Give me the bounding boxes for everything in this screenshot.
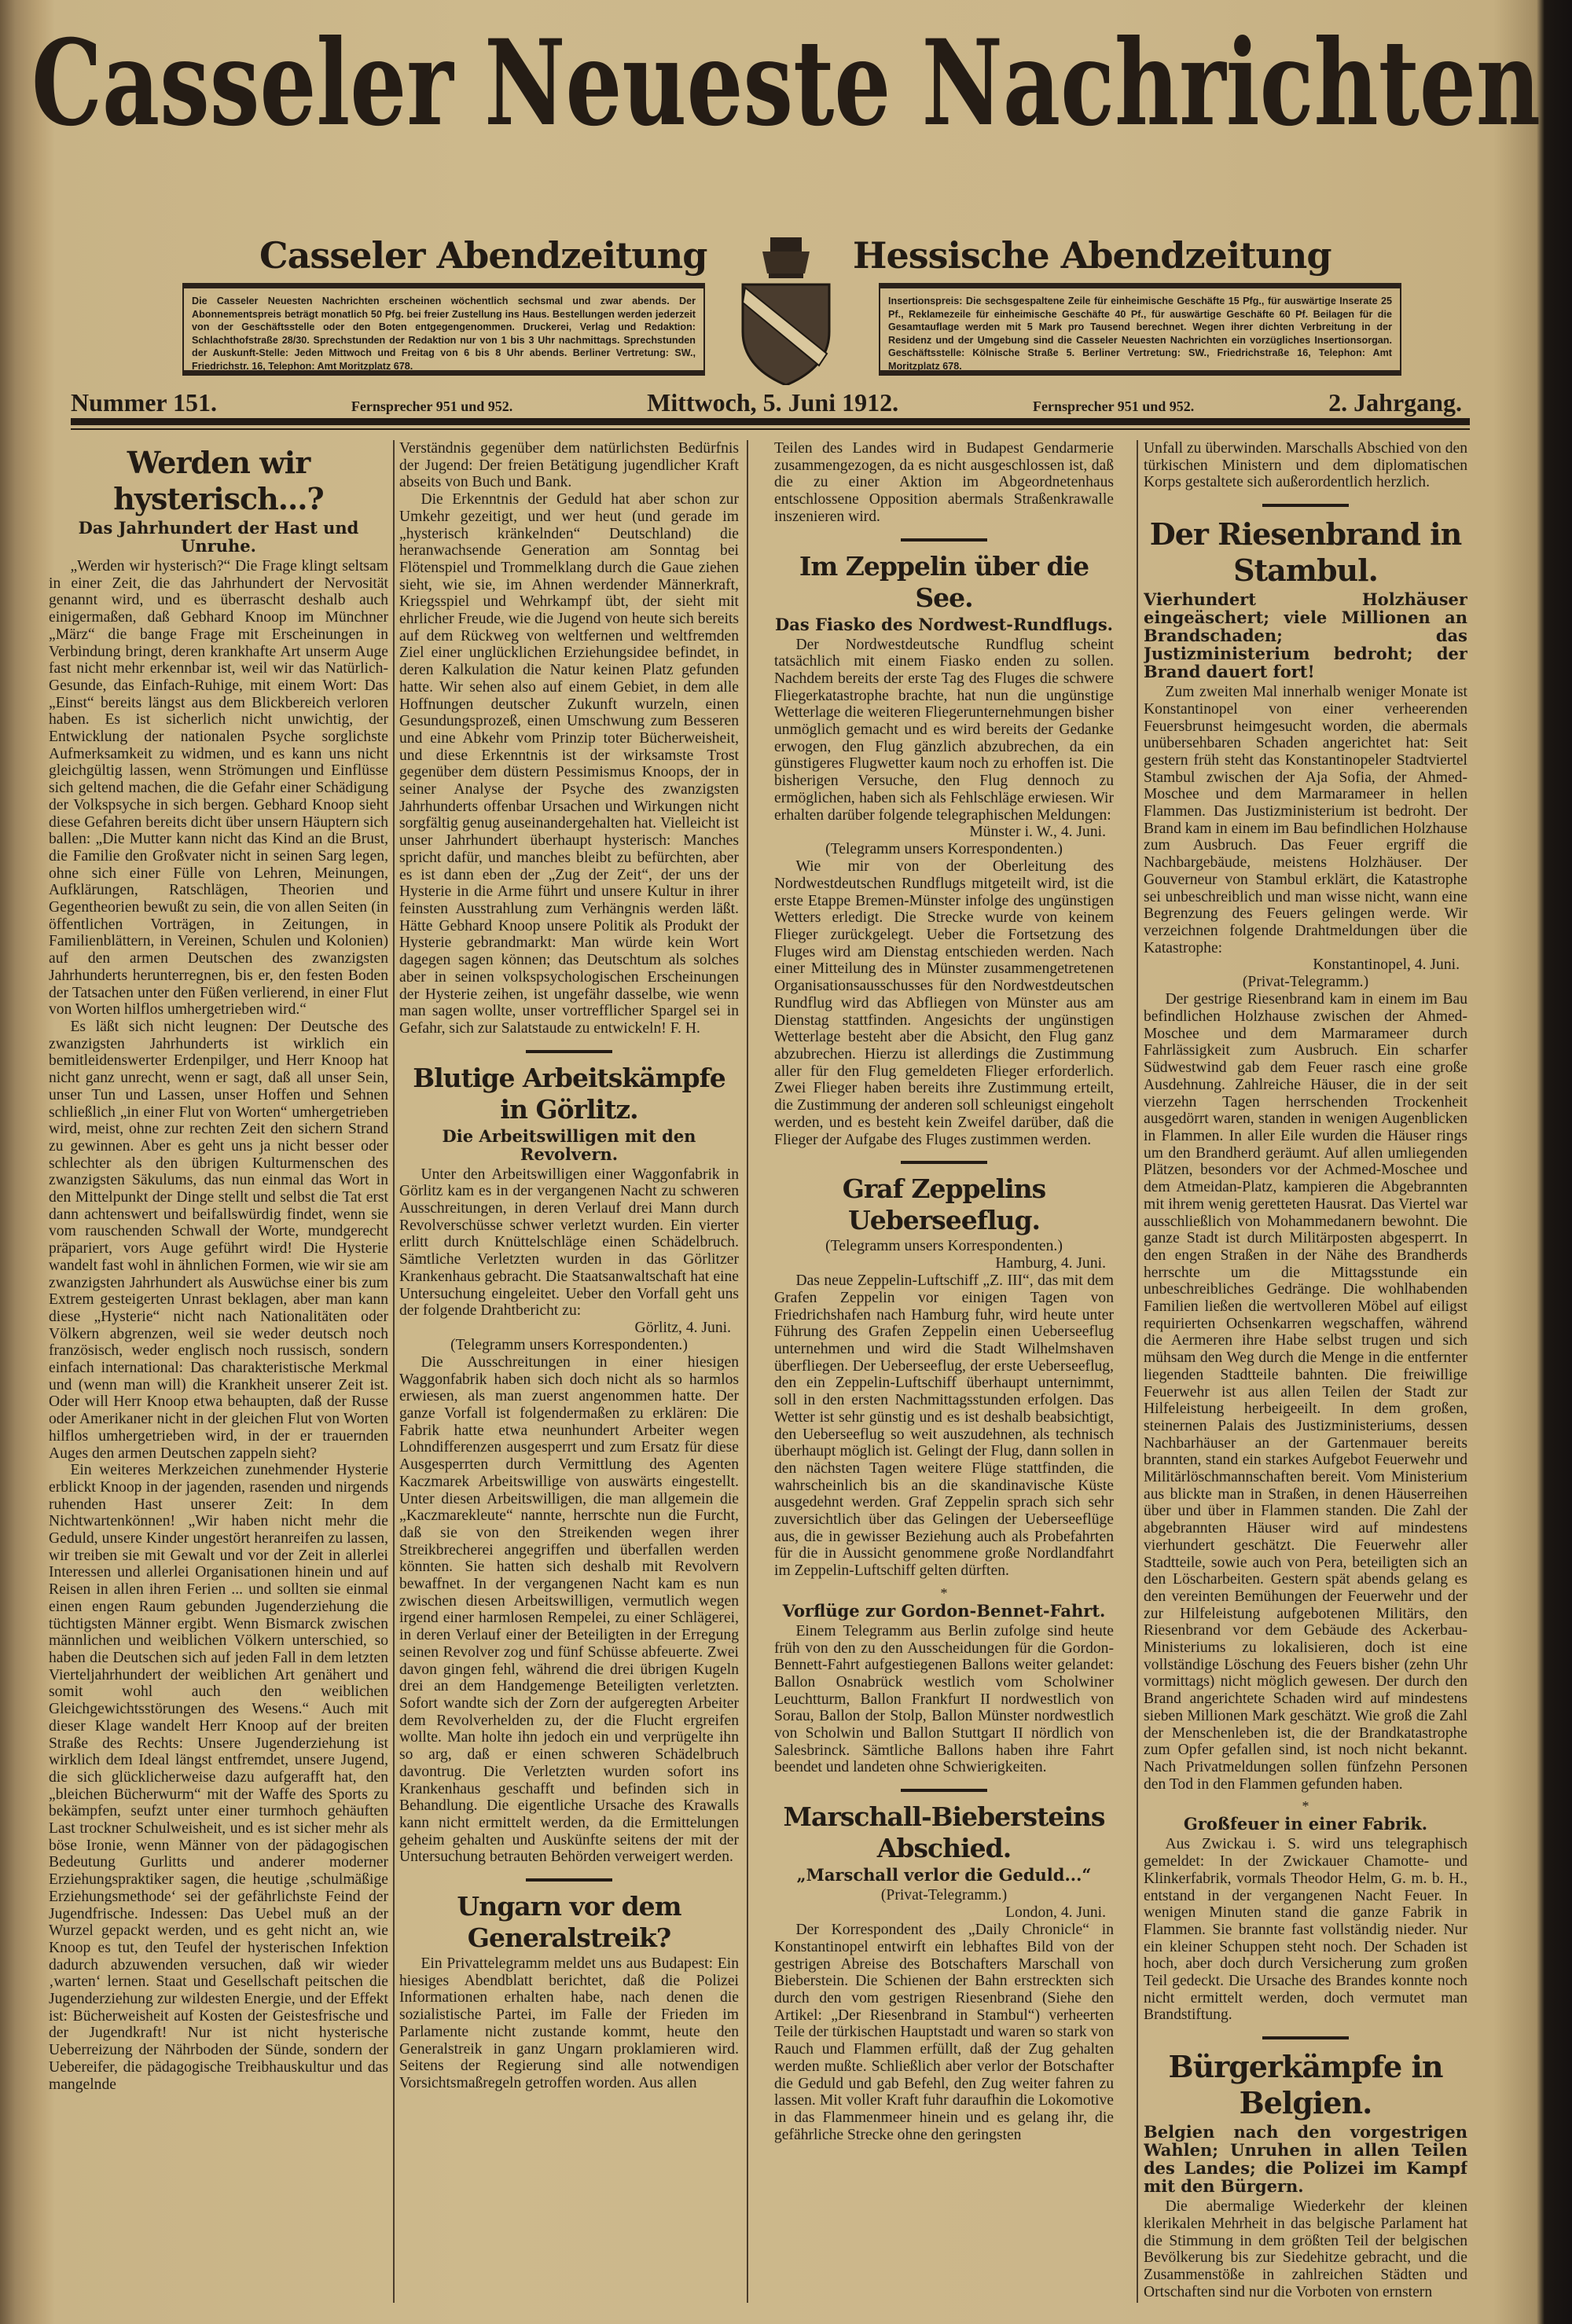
source-note: (Privat-Telegramm.)	[1242, 974, 1369, 991]
coat-of-arms-icon	[731, 236, 841, 385]
article-title: Graf Zeppelins Ueberseeflug.	[842, 1173, 1046, 1236]
article-title: Blutige Arbeitskämpfe in Görlitz.	[413, 1062, 725, 1125]
paragraph: Zum zweiten Mal innerhalb weniger Monate ist Konstantinopel von einer verheerenden Feuersbrunst heimgesucht worden, die abermals unübersehbaren Schaden angerichtet hat: Seit gestern früh steht das Konstantinopeler Stadtviertel Stambul zwischen der Aja Sofia, der Ahmed-Moschee und dem Marmarameer in hellen Flammen. Das Justizministerium ist bedroht. Der Brand kam in einem im Bau befindlichen Holzhause zum Ausbruch. Das Feuer ergriff die Nachbargebäude, meistens Holzhäuser. Der Gouverneur von Stambul erklärt, die Katastrophe sei unbeschreiblich und man wisse nicht, wann eine Begrenzung des Feuers gelingen werde. Wir verzeichnen folgende Drahtmeldungen über die Katastrophe:	[1144, 684, 1467, 956]
article-subtitle: Vierhundert Holzhäuser eingeäschert; viele Millionen an Brandschaden; das Justizministerium bedroht; der Brand dauert fort!	[1144, 589, 1467, 682]
paragraph: Aus Zwickau i. S. wird uns telegraphisch gemeldet: In der Zwickauer Chamotte- und Klinkerfabrik, vormals Theodor Helm, G. m. b. H., entstand in der vergangenen Nacht Feuer. In wenigen Minuten stand die ganze Fabrik in Flammen. Sie brannte fast vollständig nieder. Nur ein kleiner Schuppen steht noch. Der Schaden ist hoch, aber doch durch Versicherung zum großen Teil gedeckt. Die Ursache des Brandes konnte noch nicht ermittelt werden, doch vermutet man Brandstiftung.	[1144, 1836, 1467, 2024]
dateline-place: Münster i. W., 4. Juni.	[969, 824, 1106, 841]
volume: 2. Jahrgang.	[1328, 388, 1462, 417]
separator-rule	[526, 1050, 612, 1053]
dateline	[71, 388, 1462, 417]
article-subtitle: Großfeuer in einer Fabrik.	[1183, 1814, 1428, 1834]
paragraph: Der gestrige Riesenbrand kam in einem im Bau befindlichen Holzhause zwischen der Ahmed-Moschee und dem Marmarameer durch Fahrlässigkeit zum Ausbruch. Ein scharfer Südwestwind gab dem Feuer rasch eine große Ausdehnung. Zahlreiche Häuser, die in der seit vierzehn Tagen herrschenden Trockenheit ausgedörrt waren, standen in wenigen Augenblicken in Flammen. In aller Eile wurden die Häuser rings um den Brandherd geräumt. Auf allen umliegenden Plätzen, besonders vor der Achmed-Moschee und dem Atmeidan-Platz, kampieren die Abgebrannten mit ihrem wenig geretteten Hausrat. Das Viertel war ausschließlich von Mohammedanern bewohnt. Die ganze Stadt ist durch Militärposten abgesperrt. In den engen Straßen in der Nähe des Brandherds herrschte um die Mittagsstunde ein unbeschreibliches Gedränge. Die wohlhabenden Familien ließen die wertvolleren Möbel auf eiligst requirierten Ochsenkarren wegschaffen, während die Aermeren ihre Habe selbst trugen und sich mühsam den Weg durch die Menge in die entfernter liegenden Stadtteile bahnten. Die freiwillige Feuerwehr ist aus allen Teilen der Stadt zur Hilfeleistung herbeigeeilt. In dem großen, steinernen Palais des Justizministeriums, dessen Nachbarhäuser an der Gartenmauer bereits brannten, stand ein starkes Aufgebot Feuerwehr und Militärlöschmannschaften bereit. Vom Ministerium aus blickte man in Straßen, in denen Häuserreihen über und über in Flammen standen. Die Zahl der abgebrannten Häuser wird auf mindestens vierhundert geschätzt. Die Feuerwehr aller Stadtteile, sowie auch von Pera, beteiligten sich an den Löscharbeiten. Gestern spät abends gelang es den vereinten Bemühungen der Feuerwehr und der zur Hilfeleistung aufgebotenen Militärs, den Riesenbrand vor dem Gebäude des Ackerbau-Ministeriums zu lokalisieren, doch ist eine vollständige Löschung des Feuers bisher (zehn Uhr vormittags) nicht möglich gewesen. Der durch den Brand angerichtete Schaden wird auf mindestens sieben Millionen Mark geschätzt. Wie groß die Zahl der Menschenleben ist, die der Brandkatastrophe zum Opfer gefallen sind, ist noch nicht bekannt. Nach Privatmeldungen sollen fünfzehn Personen den Tod in den Flammen gefunden haben.	[1144, 991, 1467, 1793]
article-subtitle: Das Fiasko des Nordwest-Rundflugs.	[775, 614, 1113, 634]
article-subtitle: Vorflüge zur Gordon-Bennet-Fahrt.	[782, 1600, 1106, 1621]
svg-text:Casseler Neueste Nachrichten: Casseler Neueste Nachrichten	[31, 14, 1541, 148]
header-rule-thin	[71, 428, 1470, 430]
phone-right: Fernsprecher 951 und 952.	[1032, 398, 1195, 414]
masthead-title	[31, 14, 1541, 148]
separator-star: *	[940, 1584, 948, 1601]
article-title: Marschall-Biebersteins Abschied.	[783, 1801, 1105, 1864]
paragraph: Teilen des Landes wird in Budapest Gendarmerie zusammengezogen, da es nicht ausgeschlossen ist, daß die zu einer Aktion im Abgeordnetenhaus entschlossene Opposition abermals Straßenkrawalle inszenieren wird.	[774, 440, 1114, 525]
separator-rule	[901, 1789, 987, 1792]
paragraph: Verständnis gegenüber dem natürlichsten Bedürfnis der Jugend: Der freien Betätigung jugendlicher Kraft abseits von Buch und Bank.	[399, 440, 739, 491]
paragraph: Das neue Zeppelin-Luftschiff „Z. III“, das mit dem Grafen Zeppelin vor einigen Tagen von Friedrichshafen nach Hamburg fuhr, wird heute unter Führung des Grafen Zeppelin einen Ueberseeflug unternehmen und wird die Stadt Wilhelmshaven überfliegen. Der Ueberseeflug, der erste Ueberseeflug, den ein Zeppelin-Luftschiff überhaupt unternimmt, soll in den ersten Nachmittagsstunden erfolgen. Das Wetter ist sehr günstig und es ist deshalb beabsichtigt, den Ueberseeflug so weit auszudehnen, als technisch überhaupt möglich ist. Gelingt der Flug, dann sollen in den nächsten Tagen weitere Flüge stattfinden, die wahrscheinlich bis an die skandinavische Küste ausgedehnt werden. Graf Zeppelin sprach sich sehr zuversichtlich über das Gelingen der Ueberseeflüge aus, die in gewisser Beziehung auch als Probefahrten für die in Aussicht genommene große Nordlandfahrt im Zeppelin-Luftschiff gelten dürften.	[774, 1272, 1114, 1580]
column-divider	[1137, 440, 1138, 2303]
article-title: Bürgerkämpfe in Belgien.	[1168, 2049, 1443, 2121]
paragraph: Ein Privattelegramm meldet uns aus Budapest: Ein hiesiges Abendblatt berichtet, daß die Polizei Informationen erhalten habe, nach denen die sozialistische Partei, im Falle der Frieden im Parlamente nicht zustande kommt, heute den Generalstreik in ganz Ungarn proklamieren wird. Seitens der Regierung sind alle notwendigen Vorsichtsmaßregeln getroffen worden. Aus allen	[399, 1955, 739, 2091]
column-4	[1144, 440, 1467, 2311]
paragraph: „Werden wir hysterisch?“ Die Frage klingt seltsam in einer Zeit, die das Jahrhundert der Nervosität genannt wird, und es überrascht deshalb auch einigermaßen, daß Gebhard Knoop im Münchner „März“ die bange Frage mit Erscheinungen in Verbindung bringt, deren krankhafte Art unserm Auge fast nicht mehr erkennbar ist, weil wir das Natürlich-Gesunde, das Einfach-Ruhige, mit einem Wort: Das „Einst“ bereits längst aus dem Blickbereich verloren haben. Es ist sicherlich nicht unwichtig, der Entwicklung der nationalen Psyche sorglichste Aufmerksamkeit zu widmen, und es kann uns nicht gleichgültig lassen, wenn Strömungen und Einflüsse sich geltend machen, die die Gefahr einer Schädigung der Volkspsyche in sich bergen. Gebhard Knoop sieht diese Gefahren bereits dicht über unsern Häuptern sich ballen: „Die Mutter kann nicht das Kind an die Brust, die Familie den Großvater nicht in seinen Sarg legen, ohne sich einer Fülle von Lehren, Meinungen, Aufklärungen, Ratschlägen, Theorien und Gegentheorien bewußt zu sein, die von allen Seiten (in öffentlichen Vorträgen, in Zeitungen, in Familienblättern, in Vereinen, Schulen und Kolonien) auf den armen Deutschen des zwanzigsten Jahrhunderts herunterregnen, bis er, den festen Boden der Tatsachen unter den Füßen verlierend, in einer Flut von Worten hilflos umhergetrieben wird.“	[49, 558, 388, 1019]
column-divider	[747, 440, 748, 2303]
paragraph: Es läßt sich nicht leugnen: Der Deutsche des zwanzigsten Jahrhunderts ist wirklich ein bemitleidenswerter Erdenpilger, und Herr Knoop hat nicht ganz unrecht, wenn er sagt, daß all unser Sein, unser Tun und Lassen, unser Hoffen und Sehnen schließlich „in einer Flut von Worten“ umhergetrieben wird, meist, ohne zur rechten Zeit den sichern Strand zu gewinnen. Aber es geht uns ja nicht besser oder schlechter als den übrigen Kulturmenschen des zwanzigsten Säkulums, das nun einmal das Wort in den Mittelpunkt der Dinge stellt und selbst die Tat erst dann achtenswert und beifallswürdig findet, wenn sie vom rauschenden Schwall der Worte, mundgerecht präpariert, vors Auge geführt wird! Die Hysterie wandelt fast wohl in ähnlichen Formen, wie wir sie am zwanzigsten Jahrhundert als Auswüchse einer bis zum Extrem gesteigerten Unrast beklagen, aber man kann diese „Hysterie“ nicht nach Nationalitäten oder Völkern abgrenzen, weil sie weder deutsch noch französisch, weder englisch noch russisch, sondern einfach international: Das charakteristische Merkmal und (wenn man will) die Krankheit unserer Zeit ist. Oder will Herr Knoop etwa behaupten, daß der Russe oder Amerikaner nicht in der gleichen Flut von Worten hilflos umhergetrieben wird, in der er trauernden Auges den armen Deutschen zappeln sieht?	[49, 1018, 388, 1462]
issue-date: Mittwoch, 5. Juni 1912.	[647, 388, 899, 417]
paragraph: Die Ausschreitungen in einer hiesigen Waggonfabrik haben sich doch nicht als so harmlos erwiesen, als man zuerst angenommen hatte. Der ganze Vorfall ist folgendermaßen zu erklären: Die Fabrik hatte etwa neunhundert Arbeiter wegen Lohndifferenzen ausgesperrt und zum Ersatz für diese Ausgesperrten durch Vermittlung des Agenten Kaczmarek Arbeitswillige von auswärts eingestellt. Unter diesen Arbeitswilligen, die man allgemein die „Kaczmarekleute“ nannte, herrschte nun die Furcht, daß sie von den Streikenden wegen ihrer Streikbrecherei angegriffen und überfallen werden könnten. Sie hatten sich deshalb mit Revolvern bewaffnet. In der vergangenen Nacht kam es nun zwischen diesen Arbeitswilligen, vermutlich wegen irgend einer harmlosen Rempelei, zu einer Schlägerei, in deren Verlauf einer der Beteiligten in der Erregung seinen Revolver zog und fünf Schüsse abfeuerte. Zwei davon gingen fehl, während die drei übrigen Kugeln drei an dem Handgemenge Beteiligten verletzten. Sofort wandte sich der Zorn der aufgeregten Arbeiter dem Revolverhelden zu, der die Flucht ergreifen wollte. Man holte ihn jedoch ein und verprügelte ihn so arg, daß er einen schweren Schädelbruch davontrug. Die Verletzten wurden sofort ins Krankenhaus geschafft und befinden sich in Behandlung. Die eigentliche Ursache des Krawalls kann nicht ermittelt werden, da die Ermittelungen geheim gehalten und Auskünfte seitens der mit der Untersuchung betrauten Behörden verweigert werden.	[399, 1353, 739, 1866]
subtitle-right: Hessische Abendzeitung	[853, 234, 1331, 277]
paragraph: Der Nordwestdeutsche Rundflug scheint tatsächlich mit einem Fiasko enden zu sollen. Nachdem bereits der erste Tag des Fluges die schwere Fliegerkatastrophe brachte, hat nun die ungünstige Wetterlage die weiteren Fliegerunternehmungen bisher unmöglich gemacht und es wird bereits der Gedanke erwogen, den Flug gänzlich abzubrechen, da ein günstigeres Flugwetter kaum noch zu erhoffen ist. Die bisherigen Versuche, den Flug dennoch zu ermöglichen, haben sich als Fehlschläge erwiesen. Wir erhalten darüber folgende telegraphischen Meldungen:	[774, 636, 1114, 824]
source-note: (Telegramm unsers Korrespondenten.)	[825, 1238, 1063, 1255]
paragraph: Der Korrespondent des „Daily Chronicle“ in Konstantinopel entwirft ein lebhaftes Bild von der gestrigen Abreise des Botschafters Marschall von Bieberstein. Die Schienen der Bahn erstreckten sich durch den vom gestrigen Riesenbrand (Siehe den Artikel: „Der Riesenbrand in Stambul“) verheerten Teile der türkischen Hauptstadt und waren so stark von Rauch und Flammen erfüllt, daß der Zug gehalten werden mußte. Schließlich aber verlor der Botschafter die Geduld und gab Befehl, den Zug weiter fahren zu lassen. Mit voller Kraft fuhr daraufhin die Lokomotive in das Flammenmeer hinein und es gelang ihr, die gefährliche Strecke ohne den geringsten	[774, 1922, 1114, 2143]
issue-number: Nummer 151.	[71, 388, 218, 417]
article-title: Im Zeppelin über die See.	[799, 550, 1089, 613]
article-subtitle: Die Arbeitswilligen mit den Revolvern.	[442, 1125, 696, 1164]
article-subtitle: Das Jahrhundert der Hast und Unruhe.	[78, 518, 359, 556]
article-title: Werden wir hysterisch...?	[113, 445, 324, 516]
dateline-place: Hamburg, 4. Juni.	[995, 1255, 1106, 1272]
paragraph: Unfall zu überwinden. Marschalls Abschied von den türkischen Ministern und dem diplomatischen Korps gestaltete sich außerordentlich herzlich.	[1144, 440, 1467, 491]
dateline-place: London, 4. Juni.	[1005, 1904, 1106, 1922]
article-subtitle: „Marschall verlor die Geduld...“	[796, 1865, 1092, 1885]
subtitle-left: Casseler Abendzeitung	[259, 234, 707, 277]
separator-star: *	[1302, 1798, 1309, 1815]
phone-left: Fernsprecher 951 und 952.	[351, 398, 513, 414]
paragraph: Wie mir von der Oberleitung des Nordwestdeutschen Rundflugs mitgeteilt wird, ist die erste Etappe Bremen-Münster infolge des ungünstigen Wetters erledigt. Die Strecke wurde von keinem Flieger zurückgelegt. Ueber die Fortsetzung des Fluges wird am Dienstag entschieden werden. Nach einer Mitteilung des in Münster zusammengetretenen Organisationsausschusses für den Nordwestdeutschen Rundflug wird das Abfliegen von Münster aus am Dienstag stattfinden. Angesichts der ungünstigen Wetterlage besteht aber die Absicht, den Flug ganz abzubrechen. Hierzu ist allerdings die Zustimmung aller für den Flug gemeldeten Flieger erforderlich. Zwei Flieger haben bereits ihre Zustimmung erteilt, die Zustimmung der anderen soll schleunigst eingeholt werden, und es besteht kein Zweifel darüber, daß die Flieger der Aufgabe des Fluges zustimmen werden.	[774, 858, 1114, 1148]
paragraph: Ein weiteres Merkzeichen zunehmender Hysterie erblickt Knoop in der jagenden, rasenden und nirgends ruhenden Hast unserer Zeit: In dem Nichtwartenkönnen! „Wir haben nicht mehr die Geduld, unsere Kinder ungestört heranreifen zu lassen, wir treiben sie mit Gewalt und vor der Zeit in allerlei Interessen und allerlei Organisationen hinein und auf Reisen in allen ihren Ferien ... und sollten sie einmal einen engen Raum gebunden Jugenderziehung die tüchtigsten Männer ergibt. Wenn Bismarck zwischen männlichen und weiblichen Völkern unterschied, so haben die Deutschen sich auf jeden Fall in dem letzten Vierteljahrhundert der weiblichen Art genähert und somit wohl auch den weiblichen Gleichgewichtsstörungen des Wesens.“ Auch mit dieser Klage wandelt Herr Knoop auf der breiten Straße des Rechts: Unsere Jugenderziehung ist wirklich dem Ideal längst entfremdet, unsere Jugend, die sich glücklicherweise dazu aufgerafft hat, den „bleichen Bücherwurm“ mit der Waffe des Sports zu bekämpfen, seufzt unter einer turmhoch gehäuften Last trockner Schulweisheit, und es ist sicher mehr als böse Ironie, wenn Männer von der pädagogischen Bedeutung Gurlitts und anderer moderner Erziehungspraktiker sagen, die heutige ‚schulmäßige Erziehungsmethode‘ sei der gefährlichste Feind der Jugendfrische. Indessen: Das Uebel muß an der Wurzel gepackt werden, und es geht nicht an, wie Knoop es tut, den Teufel der hysterischen Infektion dadurch abzuwenden versuchen, daß wir wieder ‚warten‘ lernen. Staat und Gesellschaft peitschen die Jugenderziehung zur wildesten Energie, und der Effekt ist: Bücherweisheit auf Kosten der Geistesfrische und der Jugendkraft! Nur ist nicht hysterische Ueberreizung der Nährboden der Sünde, sondern der Uebereifer, die pädagogische Treibhauskultur und das mangelnde	[49, 1462, 388, 2093]
dateline-place: Konstantinopel, 4. Juni.	[1313, 956, 1460, 974]
column-3	[774, 440, 1114, 2311]
dateline-place: Görlitz, 4. Juni.	[634, 1319, 731, 1336]
separator-rule	[1262, 504, 1349, 507]
separator-rule	[1262, 2036, 1349, 2039]
article-title: Der Riesenbrand in Stambul.	[1149, 516, 1462, 589]
separator-rule	[526, 1878, 612, 1882]
subscription-info-box: Die Casseler Neuesten Nachrichten erscheinen wöchentlich sechsmal und zwar abends. Der Abonnementspreis beträgt monatlich 50 Pfg. bei freier Zustellung ins Haus. Bestellungen werden jederzeit von der Geschäftsstelle oder den Boten entgegengenommen. Druckerei, Verlag und Redaktion: Schlachthofstraße 28/30. Sprechstunden der Redaktion nur von 1 bis 3 Uhr nachmittags. Sprechstunden der Auskunft-Stelle: Jeden Mittwoch und Freitag von 6 bis 8 Uhr abends. Berliner Vertretung: SW., Friedrichstr. 16, Telephon: Amt Moritzplatz 678.	[182, 283, 705, 376]
separator-rule	[901, 538, 987, 542]
paragraph: Die Erkenntnis der Geduld hat aber schon zur Umkehr gezeitigt, und wer heut (und gerade im „hysterisch kränkelnden“ Deutschland) die heranwachsende Generation am Sonntag bei Flötenspiel und Trommelklang durch die Gaue ziehen sieht, wie sie, im Ahnen werdender Männerkraft, Kriegsspiel und Wehrkampf übt, der sieht mit ehrlicher Freude, wie die Jugend von heute sich bereits auf dem Rückweg von weltfernen und weltfremden Ziel einer unglücklichen Erziehungsidee befindet, in deren Kalkulation die Natur keinen Platz gefunden hatte. Wir sehen also auf einem Gebiet, in dem alle Hoffnungen deutscher Zukunft wurzeln, einen Gesundungsprozeß, einen Umschwung zum Besseren und eine Abkehr vom Prinzip toter Bücherweisheit, und diese Erkenntnis ist der wirksamste Trost gegenüber dem düstern Pessimismus Knoops, der in seiner Analyse der Psyche des zwanzigsten Jahrhunderts offenbar Ursachen und Wirkungen nicht sorgfältig genug auseinandergehalten hat. Vielleicht ist unser Jahrhundert überhaupt hysterisch: Manches spricht dafür, und manches bleibt zu befürchten, aber es ist dann eben der „Zug der Zeit“, der uns der Hysterie in die Arme führt und unsere Kultur in ihrer feinsten Ausstrahlung zum Verhängnis werden läßt. Hätte Gebhard Knoop unsere Politik als Produkt der Hysterie gebrandmarkt: Man würde kein Wort dagegen sagen können; das Deutschtum als solches aber in seinen volkspsychologischen Erscheinungen der Hysterie zeihen, ist ungefähr dasselbe, wie wenn man sagen wollte, unser vortrefflicher Spargel sei in Gefahr, sich zur Salatstaude zu entwickeln! F. H.	[399, 491, 739, 1037]
source-note: (Telegramm unsers Korrespondenten.)	[825, 841, 1063, 858]
advertising-info-box: Insertionspreis: Die sechsgespaltene Zeile für einheimische Geschäfte 15 Pfg., für auswärtige Inserate 25 Pf., Reklamezeile für einheimische Geschäfte 40 Pf., für auswärtige Geschäfte 60 Pf. Beilagen für die Gesamtauflage werden mit 5 Mark pro Tausend berechnet. Wegen ihrer dichten Verbreitung in der Residenz und der Umgebung sind die Casseler Neuesten Nachrichten ein vorzügliches Insertionsorgan. Geschäftsstelle: Kölnische Straße 5. Berliner Vertretung: SW., Friedrichstraße 16, Telephon: Amt Moritzplatz 678.	[879, 283, 1401, 376]
column-1	[49, 440, 388, 2311]
article-subtitle: Belgien nach den vorgestrigen Wahlen; Unruhen in allen Teilen des Landes; die Polizei im Kampf mit den Bürgern.	[1144, 2122, 1467, 2197]
article-title: Ungarn vor dem Generalstreik?	[457, 1891, 681, 1954]
source-note: (Telegramm unsers Korrespondenten.)	[450, 1336, 688, 1353]
source-note: (Privat-Telegramm.)	[880, 1887, 1008, 1904]
column-divider	[393, 440, 395, 2303]
paragraph: Einem Telegramm aus Berlin zufolge sind heute früh von den zu den Ausscheidungen für die Gordon-Bennett-Fahrt aufgestiegenen Ballons weiter gelandet: Ballon Osnabrück westlich vom Scholwiner Leuchtturm, Ballon Frankfurt II nordwestlich von Sorau, Ballon der Stolp, Ballon Münster nordwestlich von Scholwin und Ballon Stuttgart II nördlich von Salesbrinck. Sämtliche Ballons haben ihre Fahrt beendet und landeten ohne Schwierigkeiten.	[774, 1622, 1114, 1776]
header-rule	[71, 418, 1470, 425]
column-2	[399, 440, 739, 2311]
paragraph: Unter den Arbeitswilligen einer Waggonfabrik in Görlitz kam es in der vergangenen Nacht zu schweren Ausschreitungen, in deren Verlauf drei Mann durch Revolverschüsse schwer verletzt wurden. Ein vierter erlitt durch Knüttelschläge einen Schädelbruch. Sämtliche Verletzten wurden in das Görlitzer Krankenhaus gebracht. Die Staatsanwaltschaft hat eine Untersuchung eingeleitet. Ueber den Vorfall geht uns der folgende Drahtbericht zu:	[399, 1166, 739, 1320]
separator-rule	[901, 1161, 987, 1164]
paragraph: Die abermalige Wiederkehr der kleinen klerikalen Mehrheit in das belgische Parlament hat die Stimmung in dem größten Teil der belgischen Bevölkerung bis zur Siedehitze gebracht, und die Zusammenstöße in zahlreichen Städten und Ortschaften sind nur die Vorboten von ernstern	[1144, 2198, 1467, 2300]
